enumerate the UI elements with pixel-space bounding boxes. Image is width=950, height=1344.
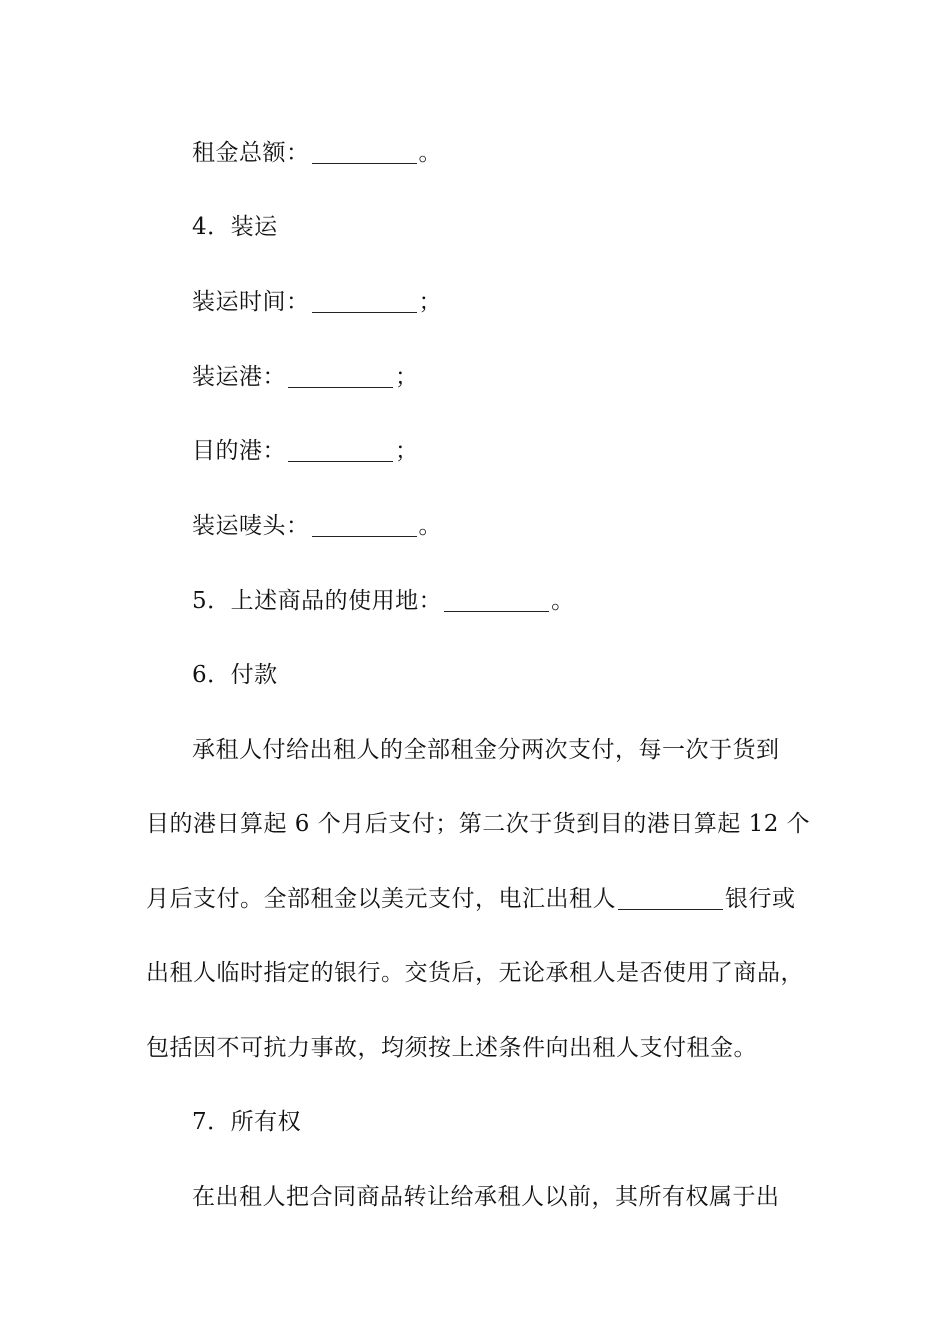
payment-line-3-end: 银行或 [725, 886, 796, 912]
section-5-end: 。 [551, 588, 575, 614]
payment-paragraph-line-1: 承租人付给出租人的全部租金分两次支付，每一次于货到 [192, 737, 780, 763]
rent-total-line [192, 138, 442, 168]
ship-port-blank [288, 365, 393, 388]
ship-mark-end: 。 [418, 513, 442, 539]
ship-mark-blank [312, 514, 417, 537]
dest-port-label: 目的港： [192, 438, 286, 464]
section-5-label: 5．上述商品的使用地： [192, 588, 443, 614]
dest-port-line [192, 436, 419, 466]
section-7-title: 7．所有权 [192, 1109, 302, 1135]
payment-paragraph-line-3 [146, 884, 796, 914]
dest-port-end: ； [395, 438, 419, 464]
ship-time-label: 装运时间： [192, 289, 310, 315]
section-5-blank [444, 589, 549, 612]
payment-paragraph-line-2: 目的港日算起 6 个月后支付；第二次于货到目的港日算起 12 个 [146, 811, 811, 837]
payment-paragraph-line-5: 包括因不可抗力事故，均须按上述条件向出租人支付租金。 [146, 1035, 757, 1061]
ship-mark-label: 装运唛头： [192, 513, 310, 539]
payment-bank-blank [618, 887, 723, 910]
payment-paragraph-line-4: 出租人临时指定的银行。交货后，无论承租人是否使用了商品， [146, 960, 804, 986]
section-5-line [192, 586, 575, 616]
section-6-title: 6．付款 [192, 662, 278, 688]
ship-mark-line [192, 511, 442, 541]
ship-port-end: ； [395, 364, 419, 390]
ship-time-blank [312, 290, 417, 313]
payment-line-3-text: 月后支付。全部租金以美元支付，电汇出租人 [146, 886, 616, 912]
ship-port-label: 装运港： [192, 364, 286, 390]
section-4-title: 4．装运 [192, 214, 278, 240]
rent-total-label: 租金总额： [192, 140, 310, 166]
rent-total-end: 。 [418, 140, 442, 166]
ship-time-line [192, 287, 442, 317]
ownership-paragraph-line-1: 在出租人把合同商品转让给承租人以前，其所有权属于出 [192, 1184, 780, 1210]
ship-time-end: ； [418, 289, 442, 315]
rent-total-blank [312, 141, 417, 164]
ship-port-line [192, 362, 419, 392]
dest-port-blank [288, 439, 393, 462]
